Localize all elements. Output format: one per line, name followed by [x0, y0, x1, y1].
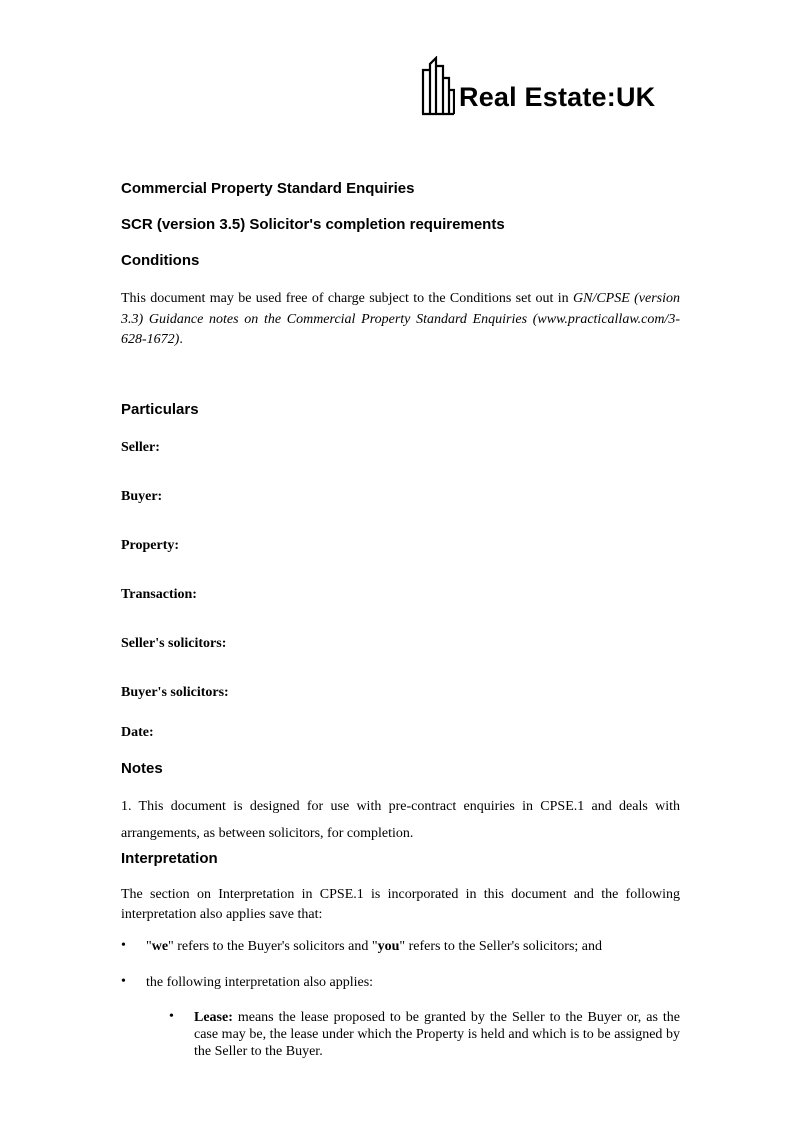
lease-definition — [194, 1009, 680, 1060]
guidance-notes-reference: GN/CPSE (version 3.3) Guidance notes on the Commercial Property Standard Enquiries (www.practicallaw.com/3-628-1672) — [121, 291, 680, 347]
bullet-marker: • — [169, 1009, 174, 1024]
you-term: you — [377, 939, 400, 954]
transaction-label: Transaction: — [121, 587, 197, 602]
interpretation-heading: Interpretation — [121, 850, 218, 867]
lease-definition-text: means the lease proposed to be granted by the Seller to the Buyer or, as the case may be, the lease under which the Property is held and which is to be assigned by the Seller to the Buyer. — [194, 1010, 680, 1059]
property-label: Property: — [121, 538, 180, 553]
seller-label: Seller: — [121, 440, 160, 455]
notes-item-1: 1. This document is designed for use with pre-contract enquiries in CPSE.1 and deals with arrangements, as between solicitors, for completion. — [121, 799, 680, 841]
interpretation-bullet-2: the following interpretation also applies: — [146, 975, 374, 990]
notes-heading: Notes — [121, 760, 163, 777]
buyers-solicitors-label: Buyer's solicitors: — [121, 685, 229, 700]
we-term: we — [151, 939, 169, 954]
logo-text: Real Estate:UK — [459, 82, 656, 112]
conditions-heading: Conditions — [121, 252, 200, 269]
sellers-solicitors-label: Seller's solicitors: — [121, 636, 227, 651]
buyer-label: Buyer: — [121, 489, 163, 504]
particulars-heading: Particulars — [121, 401, 199, 418]
document-subtitle: SCR (version 3.5) Solicitor's completion requirements — [121, 216, 505, 233]
conditions-text: This document may be used free of charge subject to the Conditions set out in — [121, 291, 573, 306]
bullet-marker: • — [121, 974, 126, 989]
interpretation-intro: The section on Interpretation in CPSE.1 is incorporated in this document and the following interpretation also applies save that: — [121, 887, 680, 922]
date-label: Date: — [121, 725, 154, 740]
document-title: Commercial Property Standard Enquiries — [121, 180, 415, 197]
real-estate-uk-logo — [421, 56, 691, 118]
conditions-text-end: . — [179, 332, 183, 347]
interpretation-bullet-1: "we" refers to the Buyer's solicitors and "you" refers to the Seller's solicitors; and — [146, 939, 602, 954]
building-logo-icon — [421, 56, 455, 116]
bullet-marker: • — [121, 938, 126, 953]
conditions-paragraph — [121, 289, 680, 351]
lease-term: Lease: — [194, 1010, 233, 1025]
